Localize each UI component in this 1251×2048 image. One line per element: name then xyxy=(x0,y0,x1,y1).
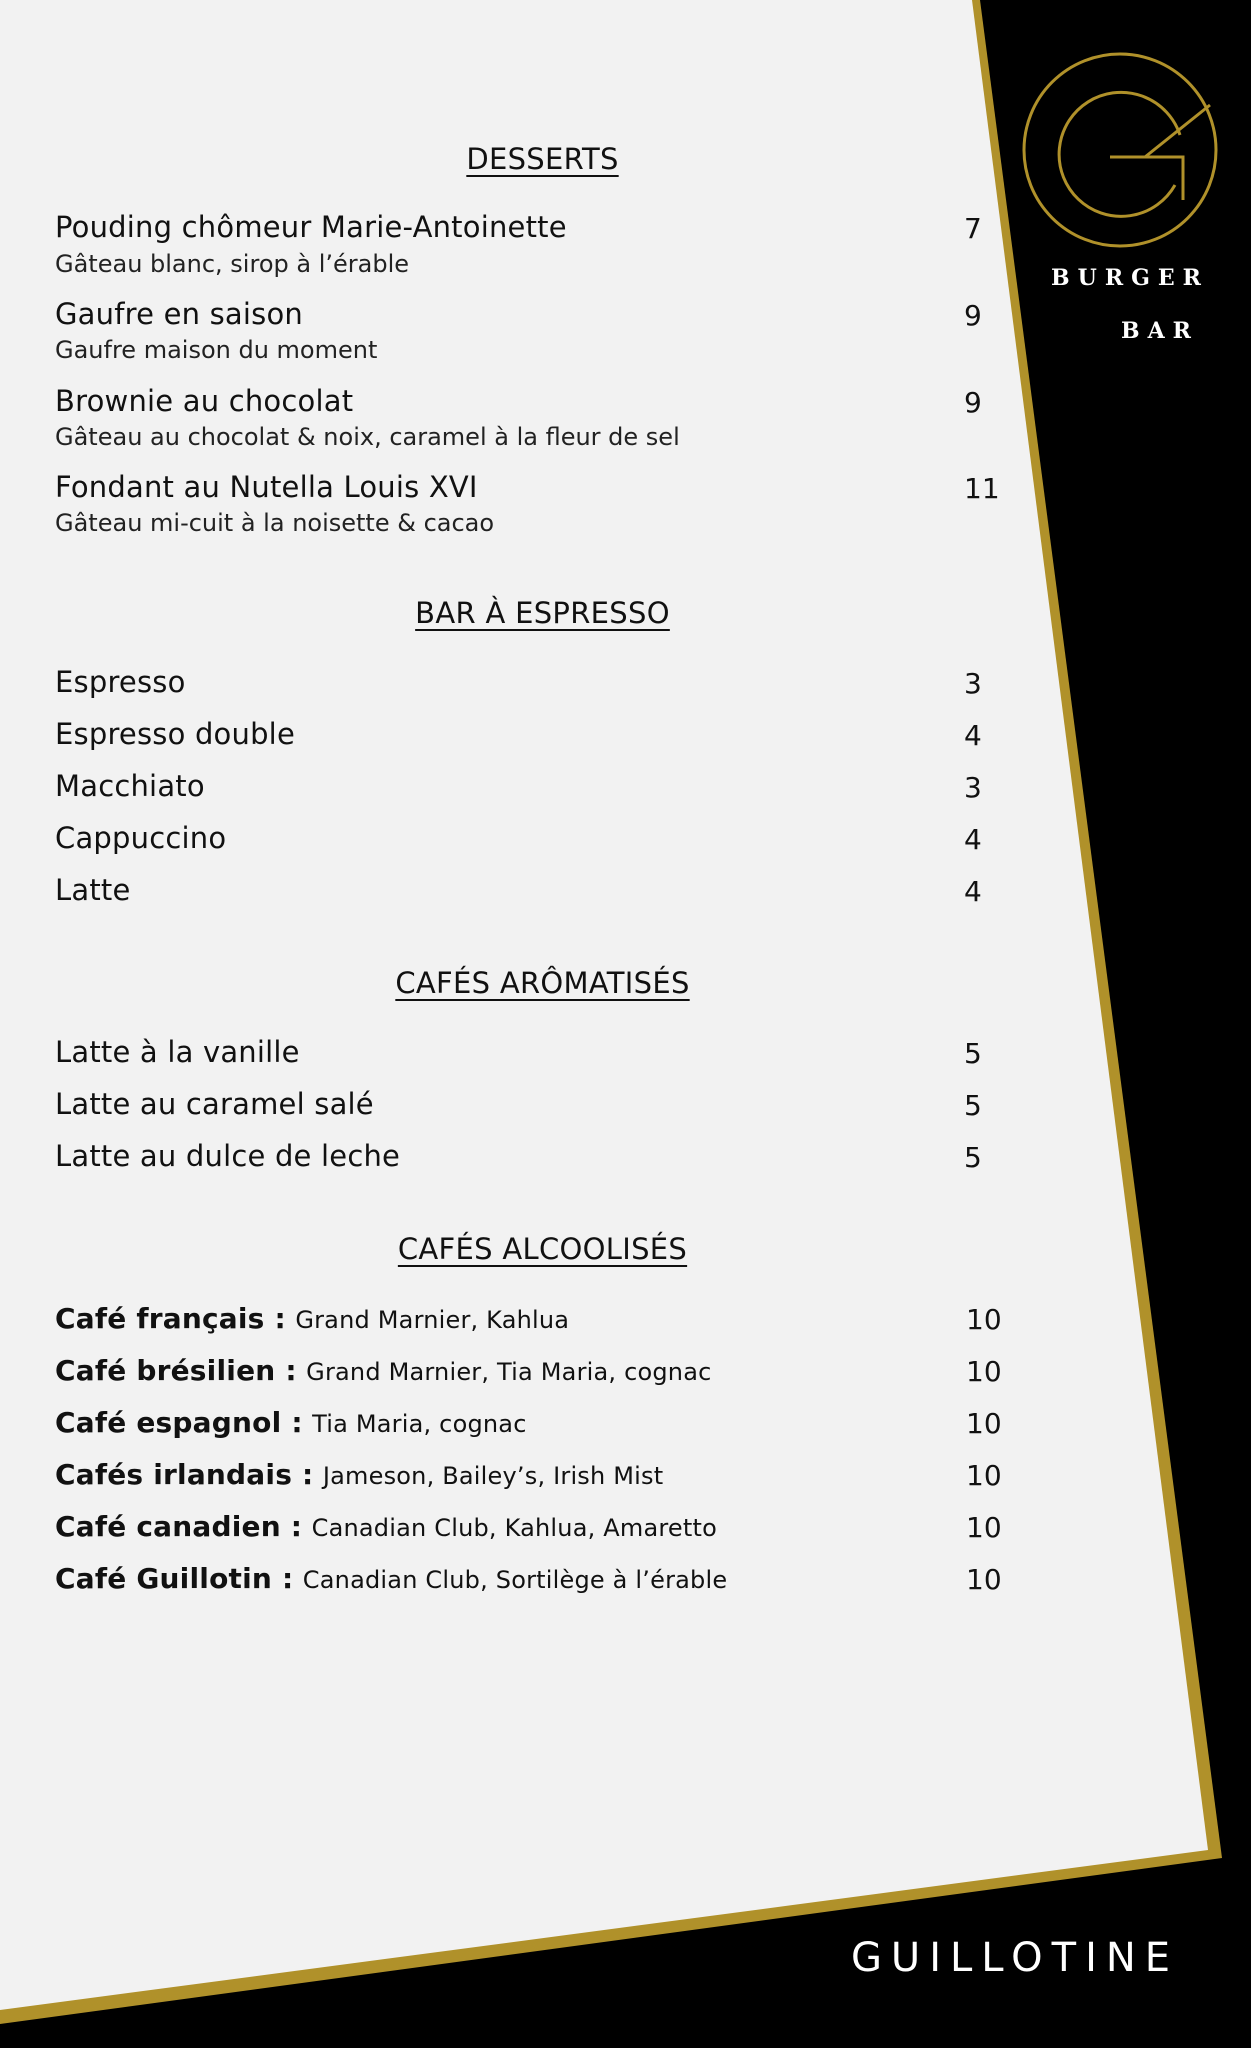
dessert-desc: Gaufre maison du moment xyxy=(55,336,378,364)
alcoolise-name: Café canadien : xyxy=(55,1510,303,1543)
espresso-price: 3 xyxy=(964,771,982,804)
dessert-name: Brownie au chocolat xyxy=(55,384,354,418)
alcoolise-name: Café brésilien : xyxy=(55,1354,297,1387)
section-title-aromatises: CAFÉS ARÔMATISÉS xyxy=(395,966,690,1000)
alcoolise-ingredients: Tia Maria, cognac xyxy=(312,1410,527,1438)
aromatise-price: 5 xyxy=(964,1141,982,1174)
alcoolise-item xyxy=(55,1405,527,1439)
alcoolise-price: 10 xyxy=(966,1511,1002,1544)
espresso-price: 3 xyxy=(964,667,982,700)
espresso-name: Espresso xyxy=(55,665,186,699)
alcoolise-item xyxy=(55,1353,712,1387)
alcoolise-price: 10 xyxy=(966,1459,1002,1492)
dessert-price: 9 xyxy=(964,299,982,332)
aromatise-name: Latte au caramel salé xyxy=(55,1087,374,1121)
aromatise-price: 5 xyxy=(964,1089,982,1122)
section-title-desserts: DESSERTS xyxy=(466,142,619,176)
alcoolise-ingredients: Jameson, Bailey’s, Irish Mist xyxy=(322,1462,664,1490)
alcoolise-item xyxy=(55,1457,663,1491)
dessert-desc: Gâteau au chocolat & noix, caramel à la fleur de sel xyxy=(55,423,680,451)
dessert-name: Gaufre en saison xyxy=(55,297,303,331)
alcoolise-ingredients: Grand Marnier, Kahlua xyxy=(295,1306,570,1334)
dessert-price: 7 xyxy=(964,212,982,245)
aromatise-name: Latte au dulce de leche xyxy=(55,1139,401,1173)
dessert-desc: Gâteau mi-cuit à la noisette & cacao xyxy=(55,509,495,537)
dessert-price: 11 xyxy=(964,472,1000,505)
alcoolise-price: 10 xyxy=(966,1407,1002,1440)
alcoolise-price: 10 xyxy=(966,1355,1002,1388)
section-title-espresso: BAR À ESPRESSO xyxy=(415,596,670,630)
espresso-name: Macchiato xyxy=(55,769,205,803)
alcoolise-ingredients: Grand Marnier, Tia Maria, cognac xyxy=(306,1358,712,1386)
alcoolise-item xyxy=(55,1301,569,1335)
brand-burger-text: BURGER xyxy=(1051,265,1209,291)
espresso-name: Cappuccino xyxy=(55,821,227,855)
dessert-name: Pouding chômeur Marie-Antoinette xyxy=(55,210,567,244)
aromatise-price: 5 xyxy=(964,1037,982,1070)
alcoolise-name: Cafés irlandais : xyxy=(55,1458,314,1491)
brand-bar-text: BAR xyxy=(1121,318,1199,344)
dessert-name: Fondant au Nutella Louis XVI xyxy=(55,470,478,504)
alcoolise-name: Café français : xyxy=(55,1302,286,1335)
alcoolise-ingredients: Canadian Club, Sortilège à l’érable xyxy=(302,1566,728,1594)
alcoolise-name: Café Guillotin : xyxy=(55,1562,294,1595)
alcoolise-item xyxy=(55,1509,717,1543)
espresso-name: Latte xyxy=(55,873,131,907)
espresso-price: 4 xyxy=(964,719,982,752)
dessert-desc: Gâteau blanc, sirop à l’érable xyxy=(55,250,409,278)
aromatise-name: Latte à la vanille xyxy=(55,1035,300,1069)
alcoolise-ingredients: Canadian Club, Kahlua, Amaretto xyxy=(311,1514,717,1542)
espresso-price: 4 xyxy=(964,875,982,908)
alcoolise-name: Café espagnol : xyxy=(55,1406,303,1439)
brand-name-text: GUILLOTINE xyxy=(850,1935,1180,1981)
alcoolise-price: 10 xyxy=(966,1563,1002,1596)
section-title-alcoolises: CAFÉS ALCOOLISÉS xyxy=(397,1232,688,1266)
espresso-name: Espresso double xyxy=(55,717,295,751)
alcoolise-price: 10 xyxy=(966,1303,1002,1336)
dessert-price: 9 xyxy=(964,386,982,419)
espresso-price: 4 xyxy=(964,823,982,856)
alcoolise-item xyxy=(55,1561,727,1595)
